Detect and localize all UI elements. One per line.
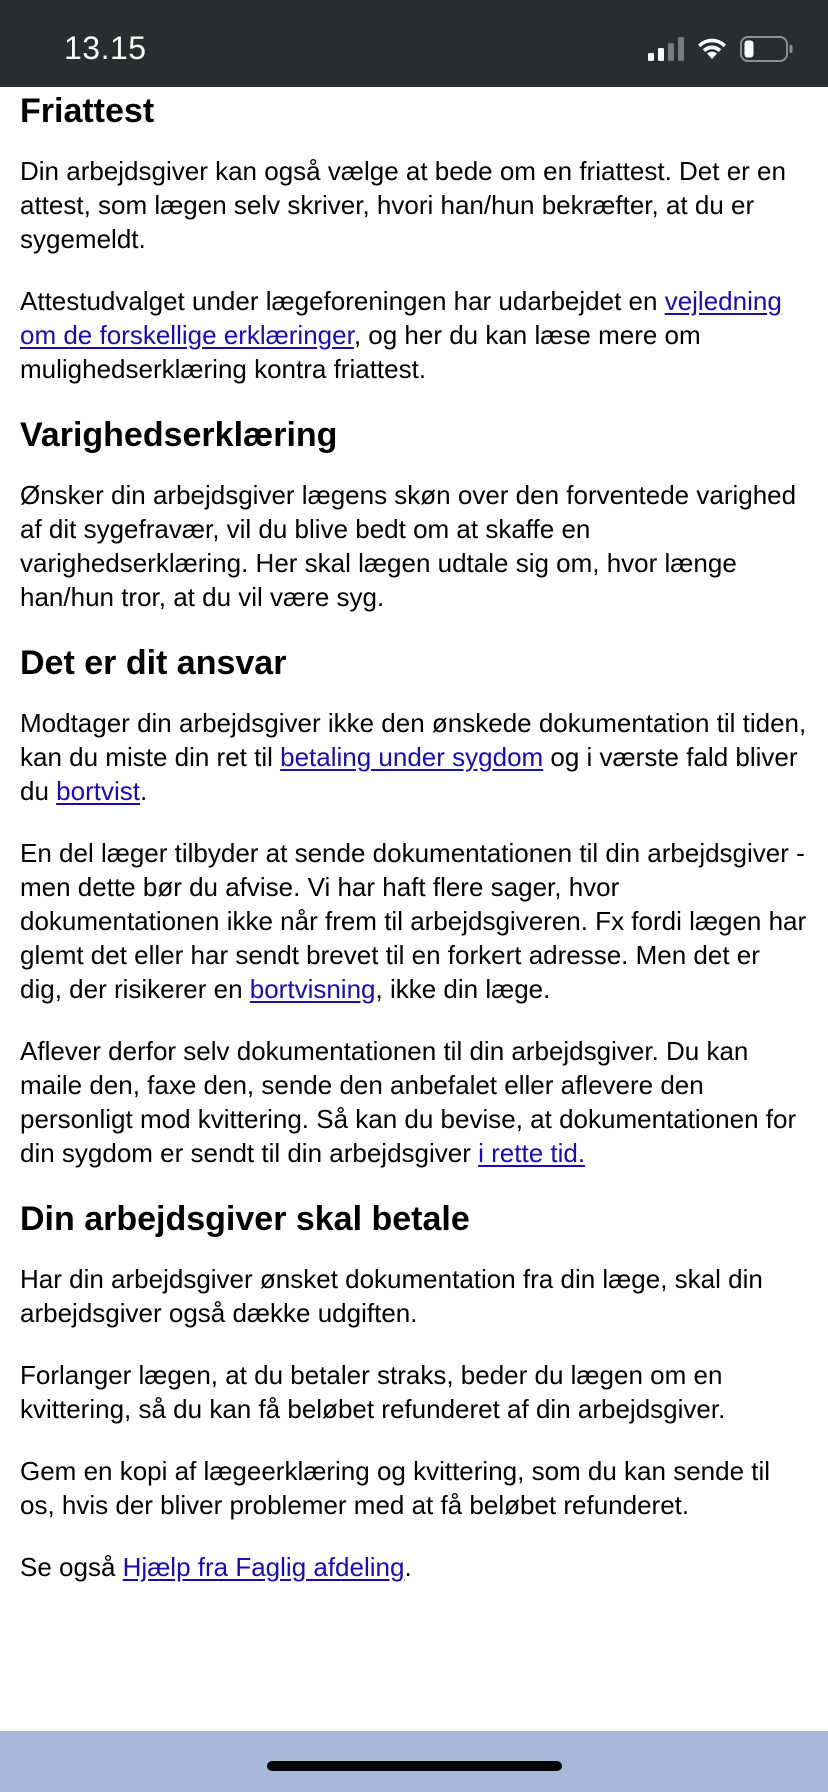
paragraph: Forlanger lægen, at du betaler straks, beder du lægen om en kvittering, så du kan få beløbet refunderet af din arbejdsgiver. xyxy=(20,1360,726,1424)
status-bar xyxy=(0,0,828,87)
status-icons xyxy=(648,36,794,62)
home-indicator[interactable] xyxy=(267,1761,562,1771)
section-heading-friattest: Friattest xyxy=(20,92,155,130)
status-time: 13.15 xyxy=(64,30,147,66)
link-bortvist[interactable]: bortvist xyxy=(56,776,140,806)
wifi-icon xyxy=(696,37,728,61)
paragraph: Ønsker din arbejdsgiver lægens skøn over den forventede varighed af dit sygefravær, vil du blive bedt om at skaffe en varighedserklæring. Her skal lægen udtale sig om, hvor længe han/hun tror, at du vil være syg. xyxy=(20,480,797,612)
link-hjaelp-faglig-afdeling[interactable]: Hjælp fra Faglig afdeling xyxy=(122,1552,405,1582)
paragraph: Modtager din arbejdsgiver ikke den ønskede dokumentation til tiden, kan du miste din ret til betaling under sygdom og i værste fald bliver du bortvist. xyxy=(20,708,807,806)
paragraph: En del læger tilbyder at sende dokumentationen til din arbejdsgiver - men dette bør du afvise. Vi har haft flere sager, hvor dokumentationen ikke når frem til arbejdsgiveren. Fx fordi lægen har glemt det eller har sendt brevet til en forkert adresse. Men det er dig, der risikerer en bortvisning, ikke din læge. xyxy=(20,838,807,1004)
paragraph: Aflever derfor selv dokumentationen til din arbejdsgiver. Du kan maile den, faxe den, sende den anbefalet eller aflevere den personligt mod kvittering. Så kan du bevise, at dokumentationen for din sygdom er sendt til din arbejdsgiver i rette tid. xyxy=(20,1036,797,1168)
section-heading-dit-ansvar: Det er dit ansvar xyxy=(20,644,287,682)
battery-icon xyxy=(740,36,794,62)
paragraph: Din arbejdsgiver kan også vælge at bede om en friattest. Det er en attest, som lægen selv skriver, hvori han/hun bekræfter, at du er sygemeldt. xyxy=(20,156,786,254)
paragraph: Attestudvalget under lægeforeningen har udarbejdet en vejledning om de forskellige erklæringer, og her du kan læse mere om mulighedserklæring kontra friattest. xyxy=(20,286,782,384)
link-bortvisning[interactable]: bortvisning xyxy=(249,974,376,1004)
cellular-signal-icon xyxy=(648,37,684,61)
section-heading-arbejdsgiver-betale: Din arbejdsgiver skal betale xyxy=(20,1200,470,1238)
section-heading-varighedserklaering: Varighedserklæring xyxy=(20,416,338,454)
article xyxy=(20,87,808,1584)
paragraph: Se også Hjælp fra Faglig afdeling. xyxy=(20,1552,412,1582)
link-betaling-under-sygdom[interactable]: betaling under sygdom xyxy=(280,742,544,772)
paragraph: Gem en kopi af lægeerklæring og kvittering, som du kan sende til os, hvis der bliver problemer med at få beløbet refunderet. xyxy=(20,1456,771,1520)
link-vejledning-erklaeringer[interactable]: vejledning om de forskellige erklæringer xyxy=(20,286,782,350)
paragraph: Har din arbejdsgiver ønsket dokumentation fra din læge, skal din arbejdsgiver også dække udgiften. xyxy=(20,1264,763,1328)
link-i-rette-tid[interactable]: i rette tid. xyxy=(478,1138,586,1168)
